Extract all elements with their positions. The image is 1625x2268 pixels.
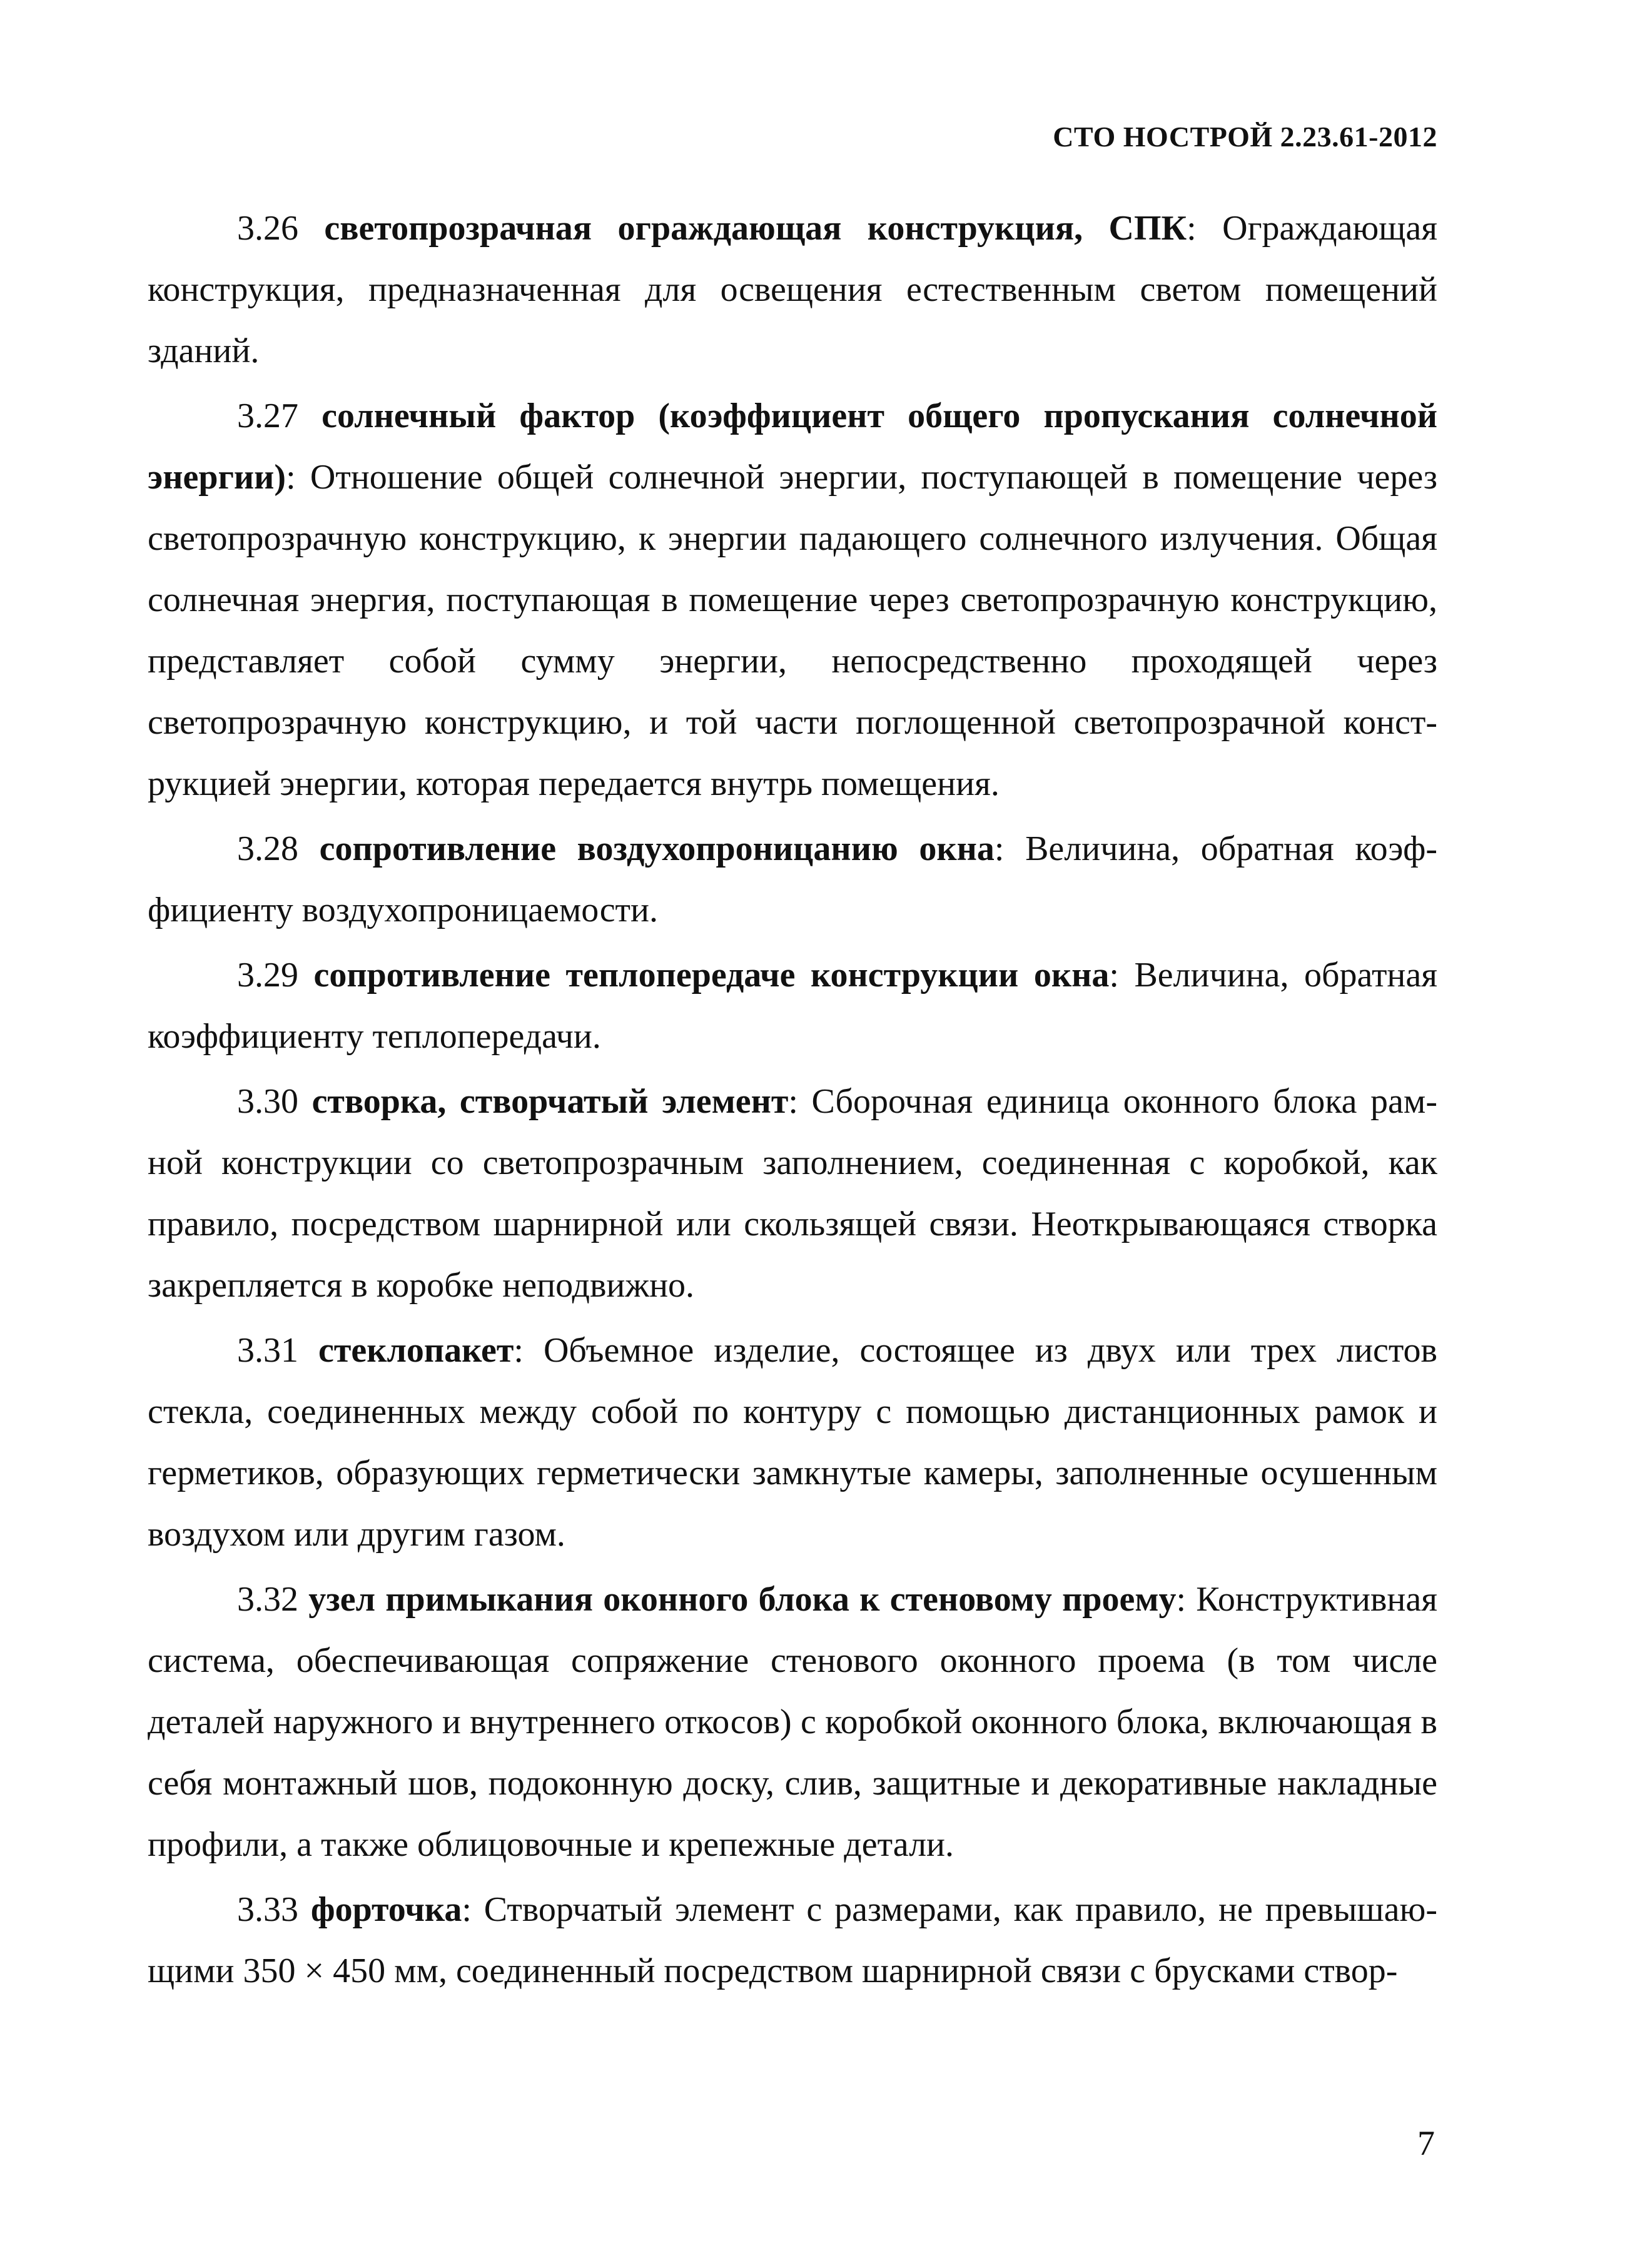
entry-number: 3.28 bbox=[237, 829, 298, 868]
entry-number: 3.26 bbox=[237, 209, 298, 248]
entry-definition: : Сборочная единица оконного блока рамной конструкции со светопрозрачным заполнением, соединенная с коробкой, как правило, посредством шарнирной или скользящей связи. Неоткрывающаяся створка закрепляется в коробке неподвижно. bbox=[148, 1082, 1437, 1305]
entry-term: узел примыкания оконного блока к стеновому проему bbox=[308, 1580, 1177, 1619]
entry-term: солнечный фактор (коэффициент общего пропускания солнечной энергии) bbox=[148, 397, 1437, 497]
page-number: 7 bbox=[1417, 2124, 1435, 2163]
definition-3-26 bbox=[148, 198, 1437, 382]
entry-number: 3.33 bbox=[237, 1890, 298, 1929]
entry-number: 3.31 bbox=[237, 1331, 298, 1370]
definition-3-31 bbox=[148, 1320, 1437, 1565]
entry-number: 3.29 bbox=[237, 956, 298, 995]
entry-term: форточка bbox=[310, 1890, 462, 1929]
document-code: СТО НОСТРОЙ 2.23.61-2012 bbox=[1053, 121, 1437, 153]
entry-definition: : Величина, обратная коэффициенту теплопередачи. bbox=[148, 956, 1437, 1056]
entry-number: 3.30 bbox=[237, 1082, 298, 1121]
entry-term: стеклопакет bbox=[318, 1331, 514, 1370]
definition-3-27 bbox=[148, 385, 1437, 814]
definition-3-28 bbox=[148, 818, 1437, 941]
entry-number: 3.27 bbox=[237, 397, 298, 435]
definition-3-32 bbox=[148, 1569, 1437, 1875]
entry-term: светопрозрачная ограждающая конструкция, СПК bbox=[324, 209, 1187, 248]
definitions-list bbox=[148, 198, 1437, 2005]
entry-definition: : Объемное изделие, состоящее из двух или трех листов стекла, соединенных между собой по контуру с помощью дистанционных рамок и герметиков, образующих герметически замкнутые камеры, заполненные осушенным воздухом или другим газом. bbox=[148, 1331, 1438, 1554]
definition-3-33 bbox=[148, 1879, 1437, 2002]
entry-term: сопротивление теплопередаче конструкции окна bbox=[313, 956, 1110, 995]
entry-definition: : Конструктивная система, обеспечивающая сопряжение стенового оконного проема (в том числе деталей наружного и внутреннего откосов) с коробкой оконного блока, включающая в себя монтажный шов, подоконную доску, слив, защитные и декоративные накладные профили, а также облицовочные и крепежные детали. bbox=[148, 1580, 1438, 1864]
entry-definition: : Отношение общей солнечной энергии, поступающей в помещение через светопрозрачную конструкцию, к энергии падающего солнечного излучения. Общая солнечная энергия, поступающая в помещение через светопрозрачную конструкцию, представляет собой сумму энергии, непосредственно проходящей через светопрозрачную конструкцию, и той части поглощенной светопрозрачной конструкцией энергии, которая передается внутрь помещения. bbox=[148, 458, 1437, 803]
definition-3-29 bbox=[148, 944, 1437, 1067]
entry-definition: : Величина, обратная коэффициенту воздухопроницаемости. bbox=[148, 829, 1438, 929]
entry-term: сопротивление воздухопроницанию окна bbox=[319, 829, 995, 868]
definition-3-30 bbox=[148, 1071, 1437, 1316]
entry-definition: : Створчатый элемент с размерами, как правило, не превышающими 350 × 450 мм, соединенный посредством шарнирной связи с брусками створ- bbox=[148, 1890, 1438, 1990]
entry-term: створка, створчатый элемент bbox=[311, 1082, 789, 1121]
entry-definition: : Ограждающая конструкция, предназначенная для освещения естественным светом помещений зданий. bbox=[148, 209, 1437, 370]
entry-number: 3.32 bbox=[237, 1580, 298, 1619]
